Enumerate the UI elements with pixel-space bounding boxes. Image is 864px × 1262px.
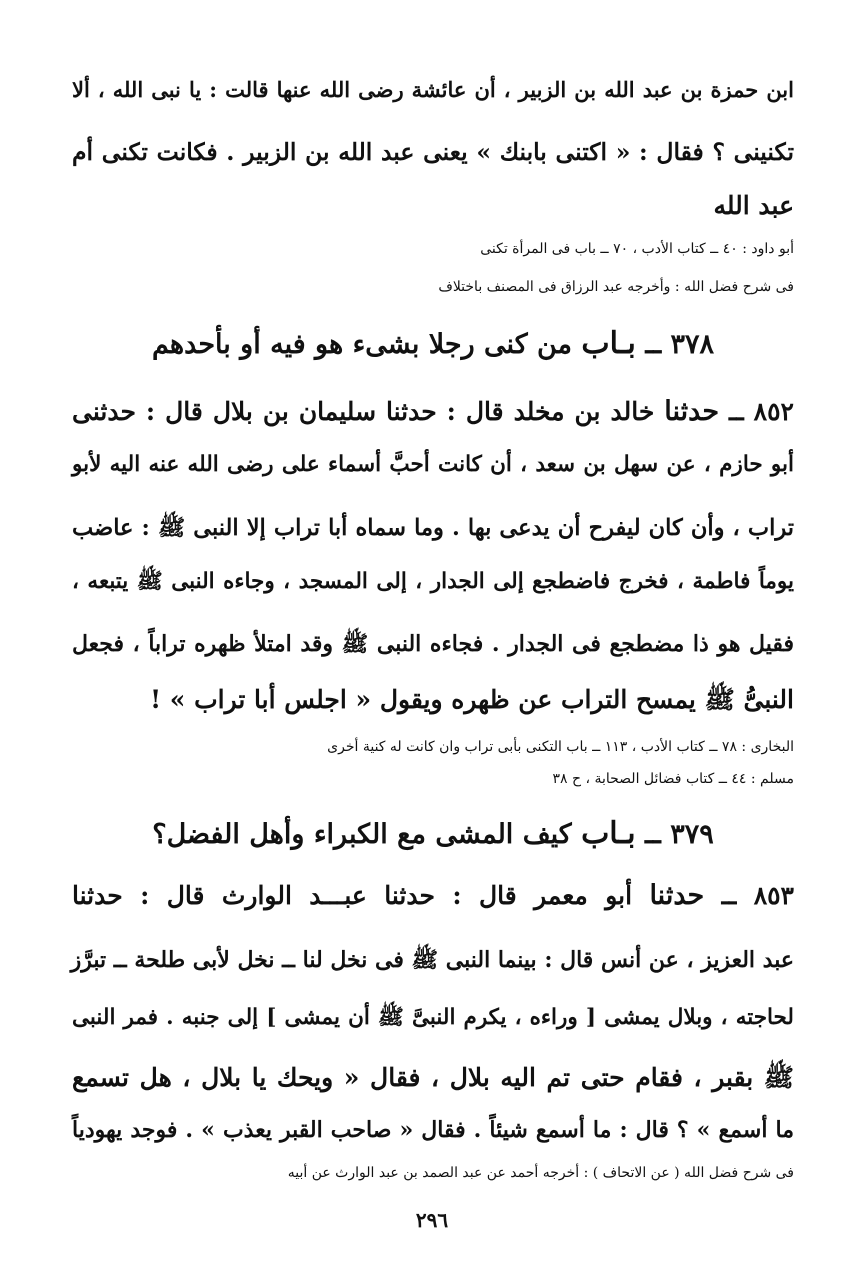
hadith-line: أبو حازم ، عن سهل بن سعد ، أن كانت أحبَّ أسماء على رضى الله عنه اليه لأبو [72,452,794,477]
hadith-lead: حدثنا [664,396,720,427]
hadith-text: أبو معمر قال : حدثنا عبـــد الوارث قال : حدثنا [72,881,633,910]
hadith-line: لحاجته ، وبلال يمشى [ وراءه ، يكرم النبىَّ ﷺ أن يمشى ] إلى جنبه . فمر النبى [72,1005,794,1030]
hadith-number: ٨٥٣ ــ [721,881,794,910]
hadith-line [72,876,794,916]
hadith-line: ما أسمع » ؟ قال : ما أسمع شيئاً . فقال « صاحب القبر يعذب » . فوجد يهودياً [72,1117,794,1143]
footnote: فى شرح فضل الله : وأخرجه عبد الرزاق فى المصنف باختلاف [438,279,794,295]
hadith-line: عبد العزيز ، عن أنس قال : بينما النبى ﷺ فى نخل لنا ــ نخل لأبى طلحة ــ تبرَّز [70,947,794,973]
hadith-line: فقيل هو ذا مضطجع فى الجدار . فجاءه النبى ﷺ وقد امتلأ ظهره تراباً ، فجعل [72,631,794,657]
chapter-title: كيف المشى مع الكبراء وأهل الفضل؟ [152,819,572,850]
footnote: فى شرح فضل الله ( عن الاتحاف ) : أخرجه أحمد عن عبد الصمد بن عبد الوارث عن أبيه [287,1165,794,1181]
hadith-line [72,392,794,432]
hadith-number: ٨٥٢ ــ [729,397,794,426]
text-line: ابن حمزة بن عبد الله بن الزبير ، أن عائشة رضى الله عنها قالت : يا نبى الله ، ألا [72,77,794,102]
chapter-label: بـاب [581,816,636,851]
chapter-title: من كنى رجلا بشىء هو فيه أو بأحدهم [151,329,572,360]
chapter-number: ٣٧٨ ــ [645,329,715,360]
hadith-line: تراب ، وأن كان ليفرح أن يدعى بها . وما سماه أبا تراب إلا النبى ﷺ : عاضب [72,515,794,541]
page-number: ٢٩٦ [415,1208,449,1232]
hadith-line: النبىُّ ﷺ يمسح التراب عن ظهره ويقول « اجلس أبا تراب » ! [150,685,794,714]
chapter-number: ٣٧٩ ــ [645,819,714,850]
footnote: البخارى : ٧٨ ــ كتاب الأدب ، ١١٣ ــ باب التكنى بأبى تراب وان كانت له كنية أخرى [327,739,794,755]
chapter-heading [72,322,794,367]
text-line: تكنينى ؟ فقال : « اكتنى بابنك » يعنى عبد الله بن الزبير . فكانت تكنى أم [72,138,794,166]
hadith-line: ﷺ بقبر ، فقام حتى تم اليه بلال ، فقال « ويحك يا بلال ، هل تسمع [72,1063,794,1092]
hadith-line: يوماً فاطمة ، فخرج فاضطجع إلى الجدار ، إلى المسجد ، وجاءه النبى ﷺ يتبعه ، [72,569,794,594]
hadith-lead: حدثنا [649,880,705,911]
text-line: عبد الله [713,191,794,220]
footnote: أبو داود : ٤٠ ــ كتاب الأدب ، ٧٠ ــ باب فى المرأة تكنى [480,241,794,257]
chapter-label: بـاب [581,326,636,361]
chapter-heading [72,812,794,857]
footnote: مسلم : ٤٤ ــ كتاب فضائل الصحابة ، ح ٣٨ [552,771,794,787]
hadith-text: خالد بن مخلد قال : حدثنا سليمان بن بلال قال : حدثنى [72,397,655,426]
